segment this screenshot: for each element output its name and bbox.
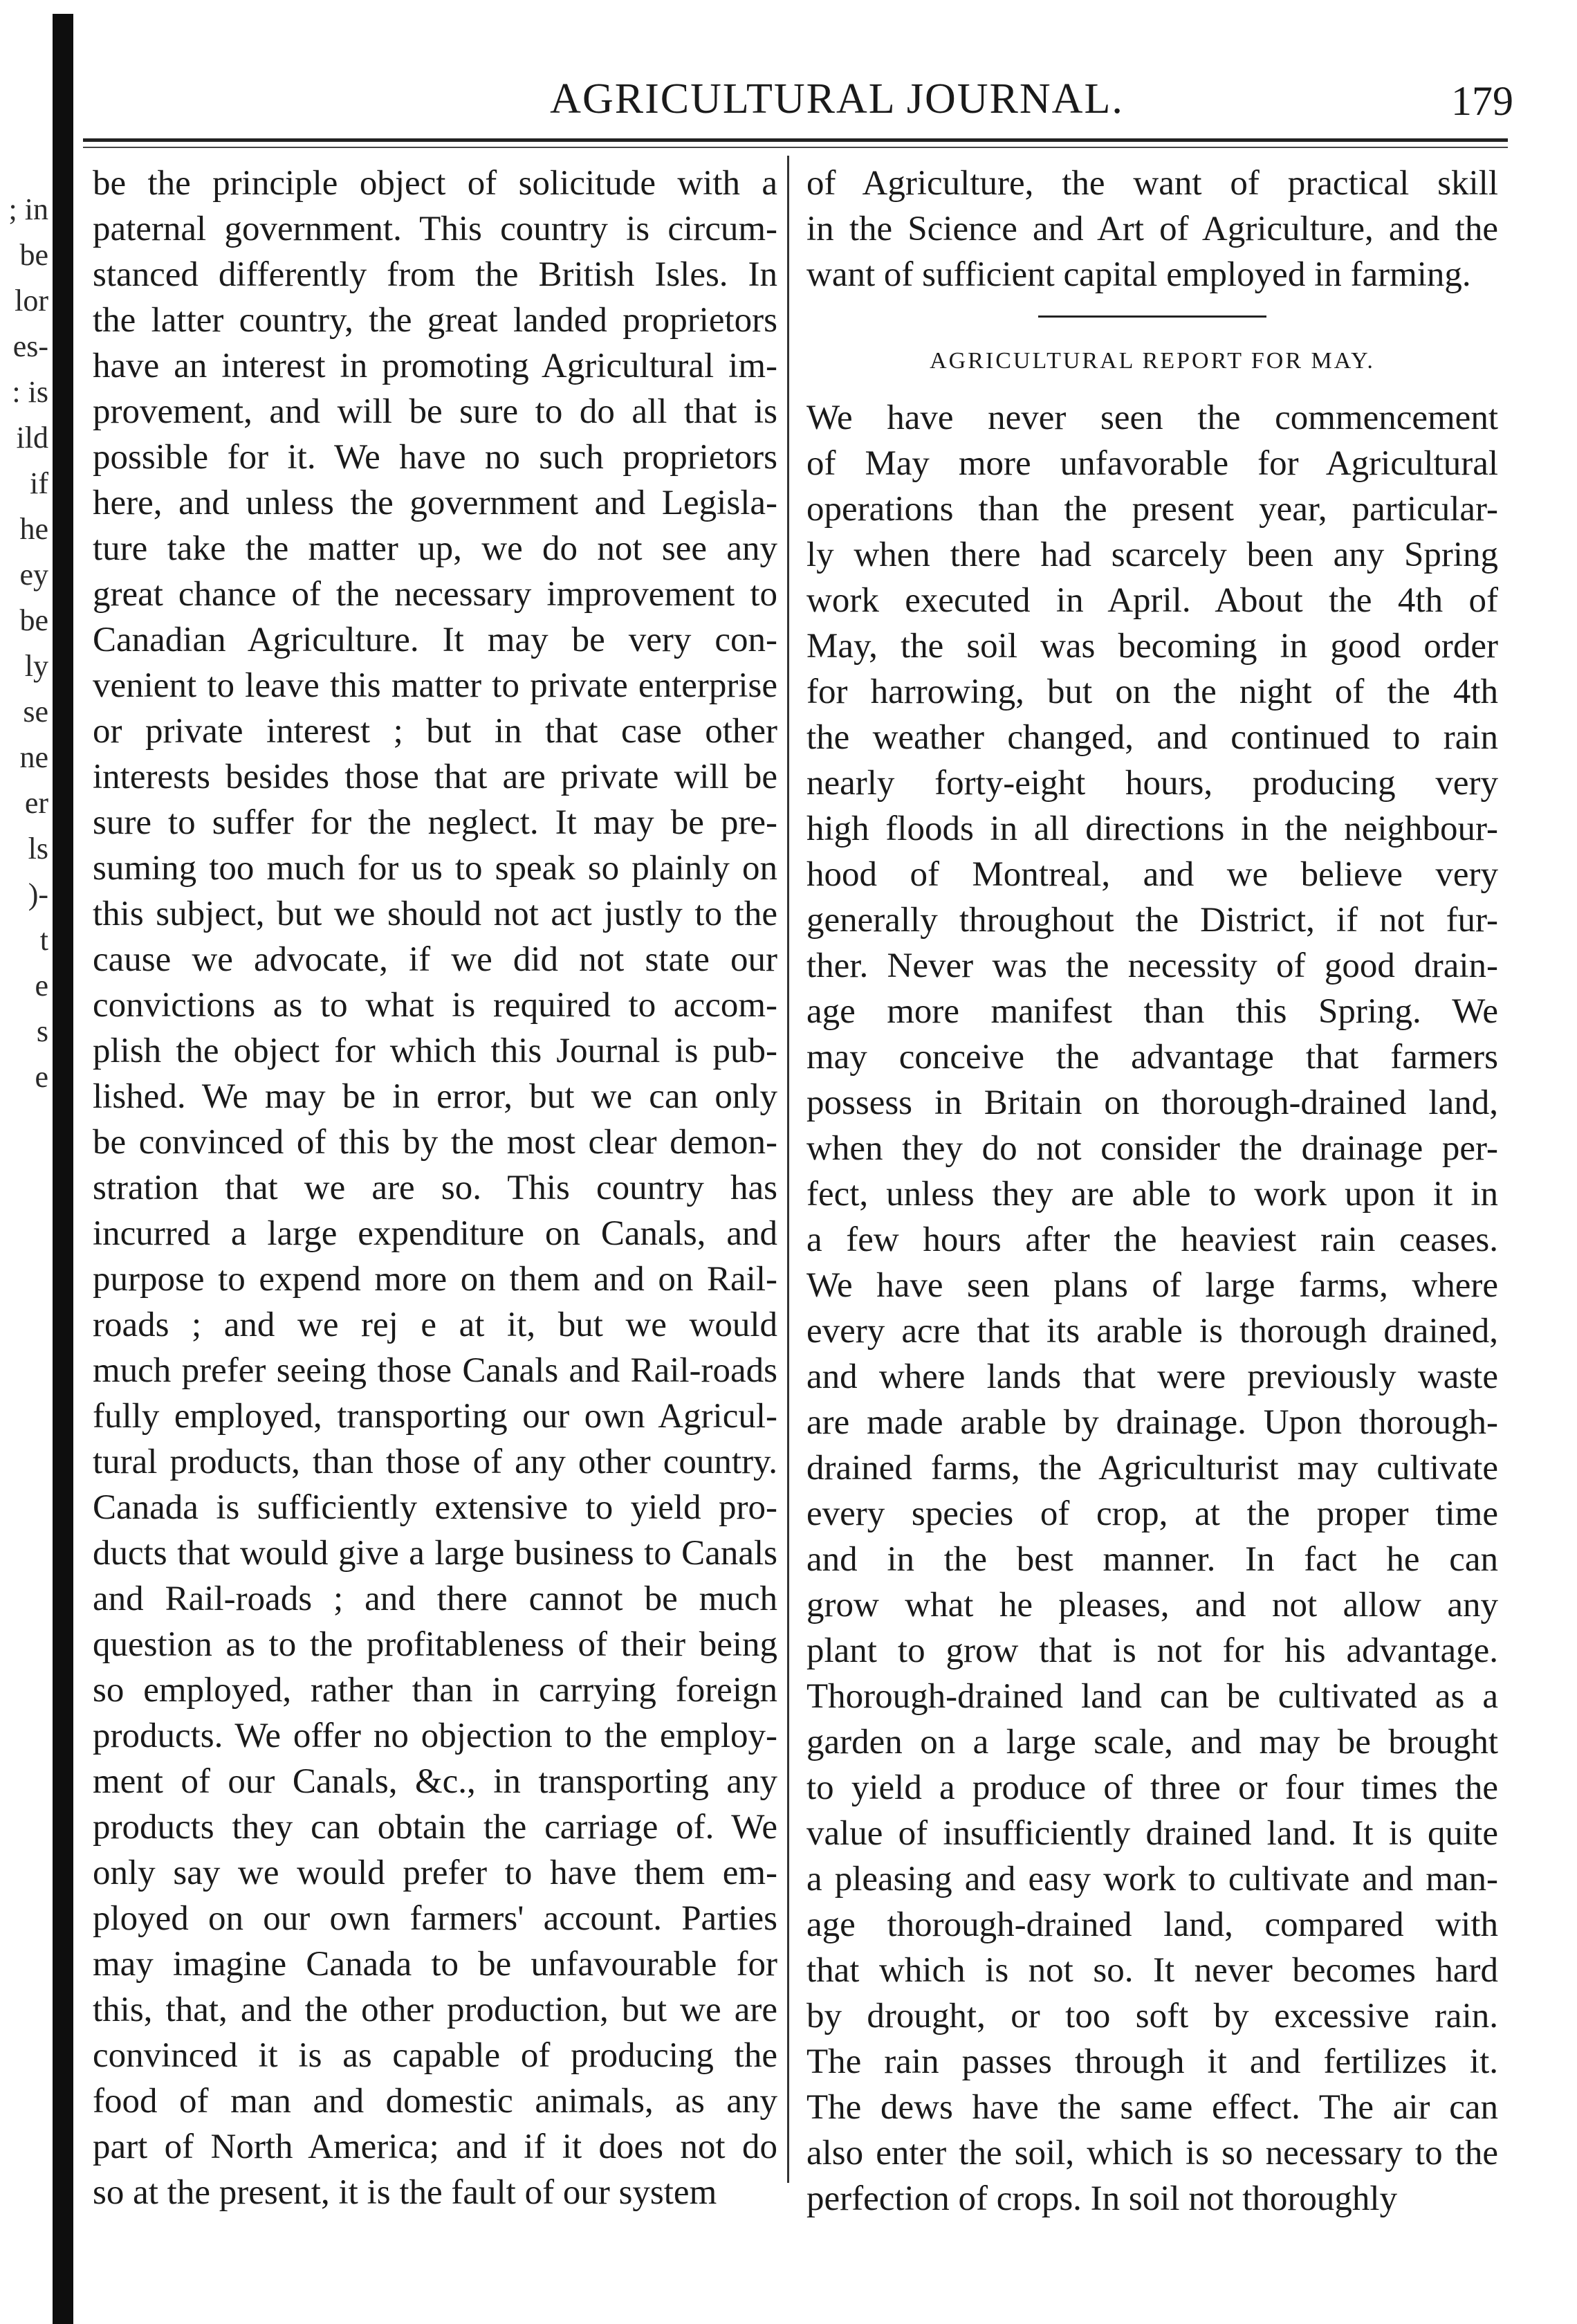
text-line: only say we would prefer to have them em-: [93, 1854, 777, 1892]
text-line: this, that, and the other production, but we are: [93, 1991, 777, 2029]
margin-fragment: ls: [28, 832, 48, 866]
text-line: provement, and will be sure to do all that is: [93, 392, 777, 431]
text-line: possess in Britain on thorough-drained land,: [806, 1083, 1498, 1122]
text-line: May, the soil was becoming in good order: [806, 627, 1498, 666]
text-line: ployed on our own farmers' account. Parties: [93, 1899, 777, 1938]
text-line: The dews have the same effect. The air can: [806, 2088, 1498, 2127]
text-line: great chance of the necessary improvement to: [93, 575, 777, 614]
text-line: be the principle object of solicitude with a: [93, 164, 777, 203]
margin-fragment: es-: [12, 329, 48, 363]
margin-fragment: if: [30, 466, 48, 500]
margin-fragment: ild: [16, 421, 48, 455]
text-line: fect, unless they are able to work upon it in: [806, 1175, 1498, 1214]
header-rule-thin: [83, 147, 1508, 148]
text-line: or private interest ; but in that case other: [93, 712, 777, 751]
text-line: We have seen plans of large farms, where: [806, 1266, 1498, 1305]
text-line: paternal government. This country is circum-: [93, 210, 777, 248]
page-number: 179: [1451, 78, 1513, 124]
text-line: this subject, but we should not act justly to the: [93, 895, 777, 933]
text-line: tural products, than those of any other country.: [93, 1443, 777, 1481]
text-line: We have never seen the commencement: [806, 399, 1498, 437]
header-rule: [83, 138, 1508, 142]
margin-fragment: ly: [24, 649, 48, 683]
text-line: products they can obtain the carriage of. We: [93, 1808, 777, 1847]
text-line: grow what he pleases, and not allow any: [806, 1586, 1498, 1625]
text-line: when they do not consider the drainage per-: [806, 1129, 1498, 1168]
text-line: have an interest in promoting Agricultural im-: [93, 347, 777, 385]
text-line: also enter the soil, which is so necessary to the: [806, 2134, 1498, 2172]
text-line: garden on a large scale, and may be brought: [806, 1723, 1498, 1762]
text-line: suming too much for us to speak so plainly on: [93, 849, 777, 888]
margin-fragment: ey: [19, 558, 48, 592]
margin-fragment: t: [39, 923, 48, 957]
text-line: Thorough-drained land can be cultivated as a: [806, 1677, 1498, 1716]
text-line: work executed in April. About the 4th of: [806, 581, 1498, 620]
text-line: ducts that would give a large business to Canals: [93, 1534, 777, 1573]
margin-fragment: se: [23, 695, 48, 729]
section-heading: AGRICULTURAL REPORT FOR MAY.: [930, 348, 1375, 374]
running-head: AGRICULTURAL JOURNAL.: [550, 75, 1124, 122]
text-line: possible for it. We have no such proprietors: [93, 438, 777, 477]
left-column: [93, 161, 777, 2215]
text-line: lished. We may be in error, but we can only: [93, 1077, 777, 1116]
text-line: food of man and domestic animals, as any: [93, 2082, 777, 2121]
text-line: drained farms, the Agriculturist may cultivate: [806, 1449, 1498, 1488]
margin-fragment: )-: [28, 877, 48, 911]
margin-fragment: : is: [12, 375, 48, 409]
text-line: products. We offer no objection to the employ-: [93, 1717, 777, 1755]
text-line: here, and unless the government and Legisla-: [93, 484, 777, 522]
text-line: convictions as to what is required to accom-: [93, 986, 777, 1025]
text-line: every species of crop, at the proper time: [806, 1494, 1498, 1533]
text-line: may imagine Canada to be unfavourable for: [93, 1945, 777, 1984]
text-line: so at the present, it is the fault of our system: [93, 2173, 717, 2212]
text-line: of May more unfavorable for Agricultural: [806, 444, 1498, 483]
right-column: [806, 161, 1498, 2222]
text-line: so employed, rather than in carrying foreign: [93, 1671, 777, 1710]
text-line: plant to grow that is not for his advantage.: [806, 1631, 1498, 1670]
margin-fragment: be: [19, 238, 48, 272]
margin-fragment: e: [35, 969, 48, 1003]
text-line: ture take the matter up, we do not see any: [93, 529, 777, 568]
text-line: The rain passes through it and fertilizes it.: [806, 2042, 1498, 2081]
text-line: every acre that its arable is thorough drained,: [806, 1312, 1498, 1351]
text-line: ment of our Canals, &c., in transporting any: [93, 1762, 777, 1801]
text-line: of Agriculture, the want of practical skill: [806, 164, 1498, 203]
text-line: purpose to expend more on them and on Rail-: [93, 1260, 777, 1299]
text-line: a few hours after the heaviest rain ceases.: [806, 1220, 1498, 1259]
text-line: age thorough-drained land, compared with: [806, 1905, 1498, 1944]
text-line: to yield a produce of three or four times the: [806, 1768, 1498, 1807]
text-line: and in the best manner. In fact he can: [806, 1540, 1498, 1579]
text-line: hood of Montreal, and we believe very: [806, 855, 1498, 894]
text-line: cause we advocate, if we did not state our: [93, 940, 777, 979]
text-line: the latter country, the great landed proprietors: [93, 301, 777, 340]
text-line: fully employed, transporting our own Agricul-: [93, 1397, 777, 1436]
text-line: incurred a large expenditure on Canals, and: [93, 1214, 777, 1253]
text-line: may conceive the advantage that farmers: [806, 1038, 1498, 1077]
text-line: and where lands that were previously waste: [806, 1357, 1498, 1396]
margin-fragment: ne: [19, 740, 48, 774]
text-line: be convinced of this by the most clear demon-: [93, 1123, 777, 1162]
margin-fragment: lor: [15, 284, 48, 318]
text-line: operations than the present year, particular-: [806, 490, 1498, 529]
text-line: high floods in all directions in the neighbour-: [806, 809, 1498, 848]
text-line: in the Science and Art of Agriculture, and the: [806, 210, 1498, 248]
text-line: perfection of crops. In soil not thoroughly: [806, 2179, 1398, 2218]
text-line: a pleasing and easy work to cultivate and man-: [806, 1860, 1498, 1898]
margin-fragment: be: [19, 603, 48, 637]
text-line: that which is not so. It never becomes hard: [806, 1951, 1498, 1990]
text-line: are made arable by drainage. Upon thorough-: [806, 1403, 1498, 1442]
text-line: convinced it is as capable of producing the: [93, 2036, 777, 2075]
text-line: Canadian Agriculture. It may be very con-: [93, 621, 777, 659]
continued-paragraph: [806, 161, 1498, 298]
text-line: ly when there had scarcely been any Spring: [806, 536, 1498, 574]
page-gutter-shadow: [53, 14, 73, 2324]
text-line: value of insufficiently drained land. It is quite: [806, 1814, 1498, 1853]
text-line: ther. Never was the necessity of good drain-: [806, 946, 1498, 985]
text-line: for harrowing, but on the night of the 4th: [806, 673, 1498, 711]
section-rule: [1038, 315, 1266, 318]
column-divider: [787, 156, 789, 2183]
text-line: nearly forty-eight hours, producing very: [806, 764, 1498, 803]
text-line: venient to leave this matter to private enterprise: [93, 666, 777, 705]
margin-fragment: ; in: [8, 192, 48, 226]
text-line: part of North America; and if it does not do: [93, 2128, 777, 2166]
text-line: age more manifest than this Spring. We: [806, 992, 1498, 1031]
text-line: the weather changed, and continued to rain: [806, 718, 1498, 757]
text-line: Canada is sufficiently extensive to yield pro-: [93, 1488, 777, 1527]
text-line: much prefer seeing those Canals and Rail-roads: [93, 1351, 777, 1390]
text-line: plish the object for which this Journal is pub-: [93, 1032, 777, 1070]
text-line: and Rail-roads ; and there cannot be much: [93, 1580, 777, 1618]
text-line: by drought, or too soft by excessive rain.: [806, 1997, 1498, 2035]
text-line: sure to suffer for the neglect. It may be pre-: [93, 803, 777, 842]
report-paragraph: [806, 395, 1498, 2222]
text-line: question as to the profitableness of their being: [93, 1625, 777, 1664]
facing-page-fragments: [0, 187, 48, 1100]
text-line: roads ; and we rej e at it, but we would: [93, 1306, 777, 1344]
margin-fragment: e: [35, 1060, 48, 1094]
text-line: stanced differently from the British Isles. In: [93, 255, 777, 294]
margin-fragment: he: [19, 512, 48, 546]
text-line: interests besides those that are private will be: [93, 758, 777, 796]
text-line: want of sufficient capital employed in farming.: [806, 255, 1471, 294]
margin-fragment: er: [24, 786, 48, 820]
text-line: generally throughout the District, if not fur-: [806, 901, 1498, 940]
text-line: stration that we are so. This country has: [93, 1169, 777, 1207]
margin-fragment: s: [36, 1014, 48, 1048]
